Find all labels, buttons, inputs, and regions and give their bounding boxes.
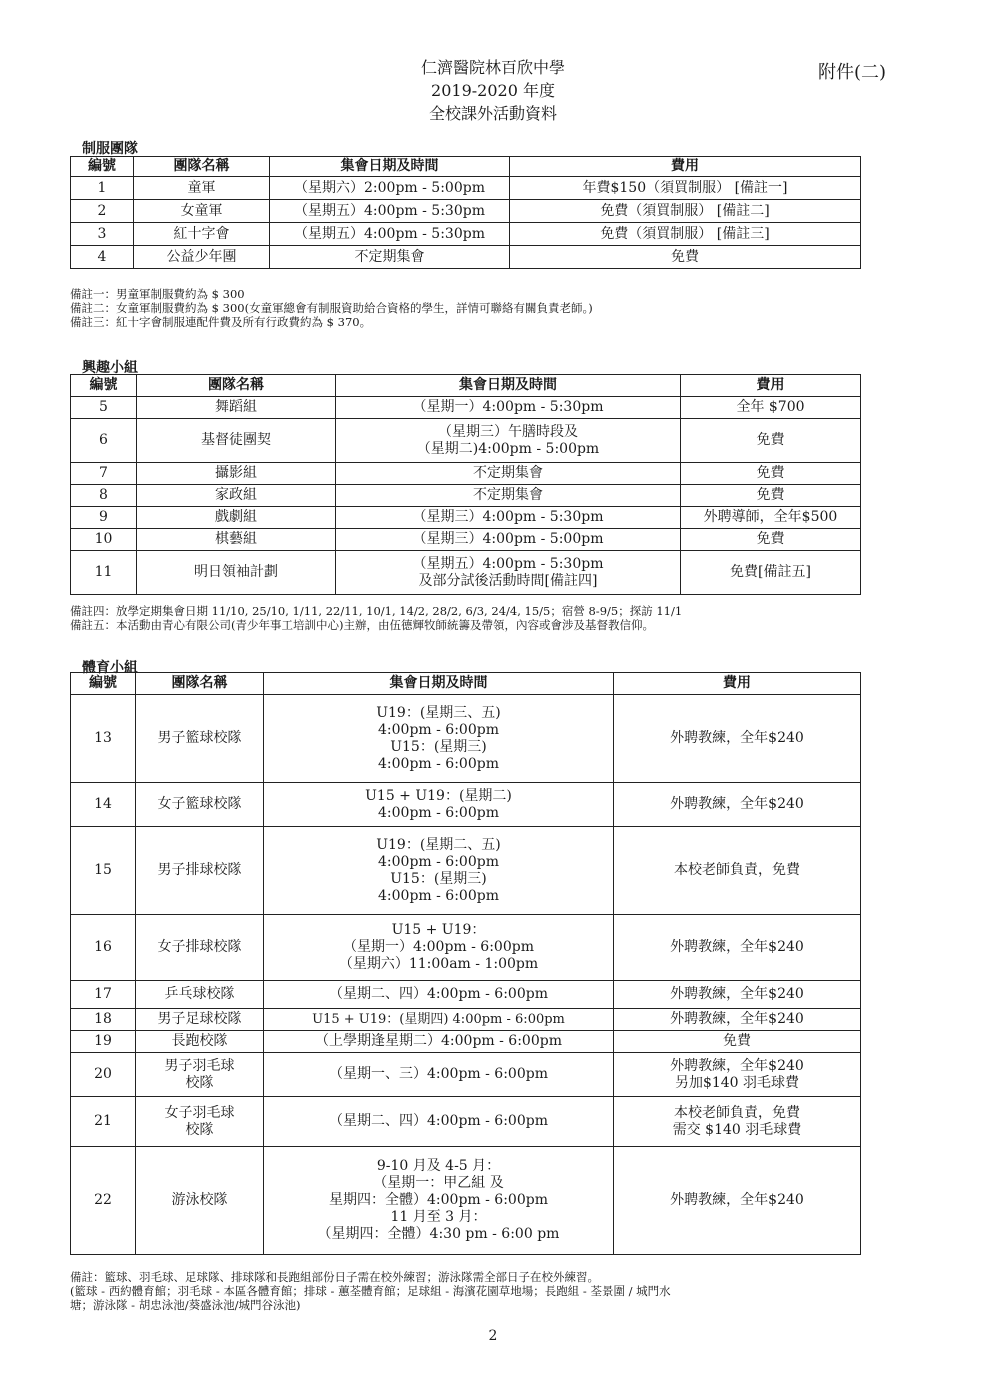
- cell-name: 家政組: [137, 485, 336, 507]
- table-row: [71, 177, 861, 200]
- cell-num: 9: [71, 507, 137, 529]
- cell-time: （星期五）4:00pm - 5:30pm: [270, 223, 510, 246]
- cell-fee: 免費: [681, 419, 861, 463]
- table-header-row: [71, 673, 861, 695]
- cell-time: （星期二、四）4:00pm - 6:00pm: [264, 1097, 614, 1147]
- cell-fee: 本校老師負責，免費 需交 $140 羽毛球費: [614, 1097, 861, 1147]
- cell-time: 不定期集會: [336, 485, 681, 507]
- cell-name: 男子排球校隊: [136, 827, 264, 915]
- cell-fee: 外聘導師，全年$500: [681, 507, 861, 529]
- table-row: [71, 1147, 861, 1255]
- cell-name: 舞蹈組: [137, 397, 336, 419]
- col-header-name: 團隊名稱: [136, 673, 264, 695]
- cell-time: （星期三）4:00pm - 5:00pm: [336, 529, 681, 551]
- cell-time: U19：(星期二、五) 4:00pm - 6:00pm U15：(星期三) 4:00pm - 6:00pm: [264, 827, 614, 915]
- uniform-notes: 備註一：男童軍制服費約為 $ 300 備註二：女童軍制服費約為 $ 300(女童軍總會有制服資助給合資格的學生，詳情可聯絡有關負責老師。) 備註三：紅十字會制服連配件費及所有行政費約為 $ 370。: [70, 287, 593, 329]
- cell-fee: 外聘教練，全年$240: [614, 783, 861, 827]
- cell-fee: 免費: [681, 463, 861, 485]
- cell-num: 6: [71, 419, 137, 463]
- sports-notes: 備註：籃球、羽毛球、足球隊、排球隊和長跑組部份日子需在校外練習；游泳隊需全部日子在校外練習。 (籃球 - 西約體育館；羽毛球 - 本區各體育館；排球 - 蕙荃體育館；足球組 - 海濱花園草地場；長跑組 - 荃景圍 / 城門水 塘；游泳隊 - 胡忠泳池/葵盛泳池/城門谷泳池): [70, 1270, 671, 1312]
- page-number: 2: [488, 1328, 498, 1344]
- academic-year: 2019-2020 年度: [431, 81, 555, 100]
- cell-name: 女子排球校隊: [136, 915, 264, 981]
- school-name: 仁濟醫院林百欣中學: [420, 58, 565, 77]
- col-header-time: 集會日期及時間: [270, 157, 510, 177]
- cell-name: 女子羽毛球 校隊: [136, 1097, 264, 1147]
- cell-fee: 免費: [510, 246, 861, 269]
- cell-fee: 免費（須買制服） [備註二]: [510, 200, 861, 223]
- cell-time: 9-10 月及 4-5 月： （星期一：甲乙組 及 星期四：全體）4:00pm - 6:00pm 11 月至 3 月： （星期四：全體）4:30 pm - 6:00 pm: [264, 1147, 614, 1255]
- table-row: [71, 783, 861, 827]
- col-header-name: 團隊名稱: [137, 375, 336, 397]
- col-header-num: 編號: [71, 375, 137, 397]
- cell-name: 公益少年團: [134, 246, 270, 269]
- table-row: [71, 981, 861, 1009]
- uniform-section-title: 制服團隊: [82, 141, 138, 157]
- col-header-name: 團隊名稱: [134, 157, 270, 177]
- cell-name: 長跑校隊: [136, 1031, 264, 1053]
- cell-num: 16: [71, 915, 136, 981]
- cell-num: 4: [71, 246, 134, 269]
- interest-notes: 備註四：放學定期集會日期 11/10, 25/10, 1/11, 22/11, 10/1, 14/2, 28/2, 6/3, 24/4, 15/5；宿營 8-9/5；探訪 11/1 備註五：本活動由青心有限公司(青少年事工培訓中心)主辦，由伍德輝牧師統籌及帶領，內容或會涉及基督教信仰。: [70, 604, 683, 632]
- cell-time: 不定期集會: [336, 463, 681, 485]
- cell-name: 戲劇組: [137, 507, 336, 529]
- cell-fee: 外聘教練，全年$240 另加$140 羽毛球費: [614, 1053, 861, 1097]
- cell-name: 棋藝組: [137, 529, 336, 551]
- col-header-time: 集會日期及時間: [336, 375, 681, 397]
- cell-num: 17: [71, 981, 136, 1009]
- cell-time: （星期六）2:00pm - 5:00pm: [270, 177, 510, 200]
- table-row: [71, 1009, 861, 1031]
- table-row: [71, 463, 861, 485]
- cell-num: 11: [71, 551, 137, 595]
- table-row: [71, 507, 861, 529]
- cell-fee: 外聘教練，全年$240: [614, 1009, 861, 1031]
- cell-time: （星期五）4:00pm - 5:30pm 及部分試後活動時間[備註四]: [336, 551, 681, 595]
- cell-time: （星期一）4:00pm - 5:30pm: [336, 397, 681, 419]
- cell-time: U15 + U19： （星期一）4:00pm - 6:00pm （星期六）11:00am - 1:00pm: [264, 915, 614, 981]
- cell-name: 游泳校隊: [136, 1147, 264, 1255]
- cell-name: 基督徒團契: [137, 419, 336, 463]
- table-row: [71, 419, 861, 463]
- cell-name: 明日領袖計劃: [137, 551, 336, 595]
- col-header-fee: 費用: [614, 673, 861, 695]
- cell-num: 15: [71, 827, 136, 915]
- table-row: [71, 223, 861, 246]
- cell-name: 男子足球校隊: [136, 1009, 264, 1031]
- sports-section-title: 體育小組: [82, 660, 138, 676]
- cell-time: （星期三）4:00pm - 5:30pm: [336, 507, 681, 529]
- table-row: [71, 1031, 861, 1053]
- cell-name: 乒乓球校隊: [136, 981, 264, 1009]
- cell-num: 5: [71, 397, 137, 419]
- cell-fee: 免費[備註五]: [681, 551, 861, 595]
- cell-time: U15 + U19：(星期四) 4:00pm - 6:00pm: [264, 1009, 614, 1031]
- table-header-row: [71, 375, 861, 397]
- cell-time: （星期一、三）4:00pm - 6:00pm: [264, 1053, 614, 1097]
- table-row: [71, 529, 861, 551]
- cell-num: 2: [71, 200, 134, 223]
- cell-time: （星期三）午膳時段及 （星期二)4:00pm - 5:00pm: [336, 419, 681, 463]
- cell-num: 13: [71, 695, 136, 783]
- cell-fee: 免費（須買制服） [備註三]: [510, 223, 861, 246]
- cell-num: 22: [71, 1147, 136, 1255]
- cell-num: 8: [71, 485, 137, 507]
- cell-fee: 免費: [681, 529, 861, 551]
- cell-num: 3: [71, 223, 134, 246]
- cell-fee: 免費: [614, 1031, 861, 1053]
- cell-name: 女子籃球校隊: [136, 783, 264, 827]
- table-row: [71, 485, 861, 507]
- table-row: [71, 1053, 861, 1097]
- cell-name: 紅十字會: [134, 223, 270, 246]
- cell-fee: 年費$150（須買制服） [備註一]: [510, 177, 861, 200]
- cell-name: 男子羽毛球 校隊: [136, 1053, 264, 1097]
- cell-time: U19：(星期三、五) 4:00pm - 6:00pm U15：(星期三) 4:00pm - 6:00pm: [264, 695, 614, 783]
- attachment-label: 附件(二): [818, 62, 887, 83]
- interest-table: [70, 374, 861, 595]
- cell-fee: 本校老師負責，免費: [614, 827, 861, 915]
- table-row: [71, 200, 861, 223]
- table-row: [71, 1097, 861, 1147]
- table-header-row: [71, 157, 861, 177]
- cell-time: （星期二、四）4:00pm - 6:00pm: [264, 981, 614, 1009]
- cell-fee: 全年 $700: [681, 397, 861, 419]
- uniform-table: [70, 156, 861, 269]
- cell-name: 攝影組: [137, 463, 336, 485]
- sports-table: [70, 672, 861, 1255]
- cell-num: 10: [71, 529, 137, 551]
- cell-fee: 外聘教練，全年$240: [614, 981, 861, 1009]
- document-title: 全校課外活動資料: [428, 104, 557, 123]
- cell-fee: 外聘教練，全年$240: [614, 695, 861, 783]
- table-row: [71, 246, 861, 269]
- interest-section-title: 興趣小組: [82, 360, 138, 376]
- cell-name: 女童軍: [134, 200, 270, 223]
- cell-name: 童軍: [134, 177, 270, 200]
- cell-fee: 外聘教練，全年$240: [614, 915, 861, 981]
- table-row: [71, 551, 861, 595]
- col-header-time: 集會日期及時間: [264, 673, 614, 695]
- col-header-num: 編號: [71, 673, 136, 695]
- cell-time: 不定期集會: [270, 246, 510, 269]
- col-header-fee: 費用: [510, 157, 861, 177]
- col-header-fee: 費用: [681, 375, 861, 397]
- cell-num: 21: [71, 1097, 136, 1147]
- cell-name: 男子籃球校隊: [136, 695, 264, 783]
- cell-time: U15 + U19：(星期二) 4:00pm - 6:00pm: [264, 783, 614, 827]
- cell-num: 18: [71, 1009, 136, 1031]
- cell-num: 14: [71, 783, 136, 827]
- cell-num: 1: [71, 177, 134, 200]
- table-row: [71, 827, 861, 915]
- table-row: [71, 915, 861, 981]
- cell-num: 7: [71, 463, 137, 485]
- cell-time: （上學期逢星期二）4:00pm - 6:00pm: [264, 1031, 614, 1053]
- table-row: [71, 397, 861, 419]
- cell-num: 20: [71, 1053, 136, 1097]
- cell-num: 19: [71, 1031, 136, 1053]
- col-header-num: 編號: [71, 157, 134, 177]
- table-row: [71, 695, 861, 783]
- cell-time: （星期五）4:00pm - 5:30pm: [270, 200, 510, 223]
- cell-fee: 外聘教練，全年$240: [614, 1147, 861, 1255]
- cell-fee: 免費: [681, 485, 861, 507]
